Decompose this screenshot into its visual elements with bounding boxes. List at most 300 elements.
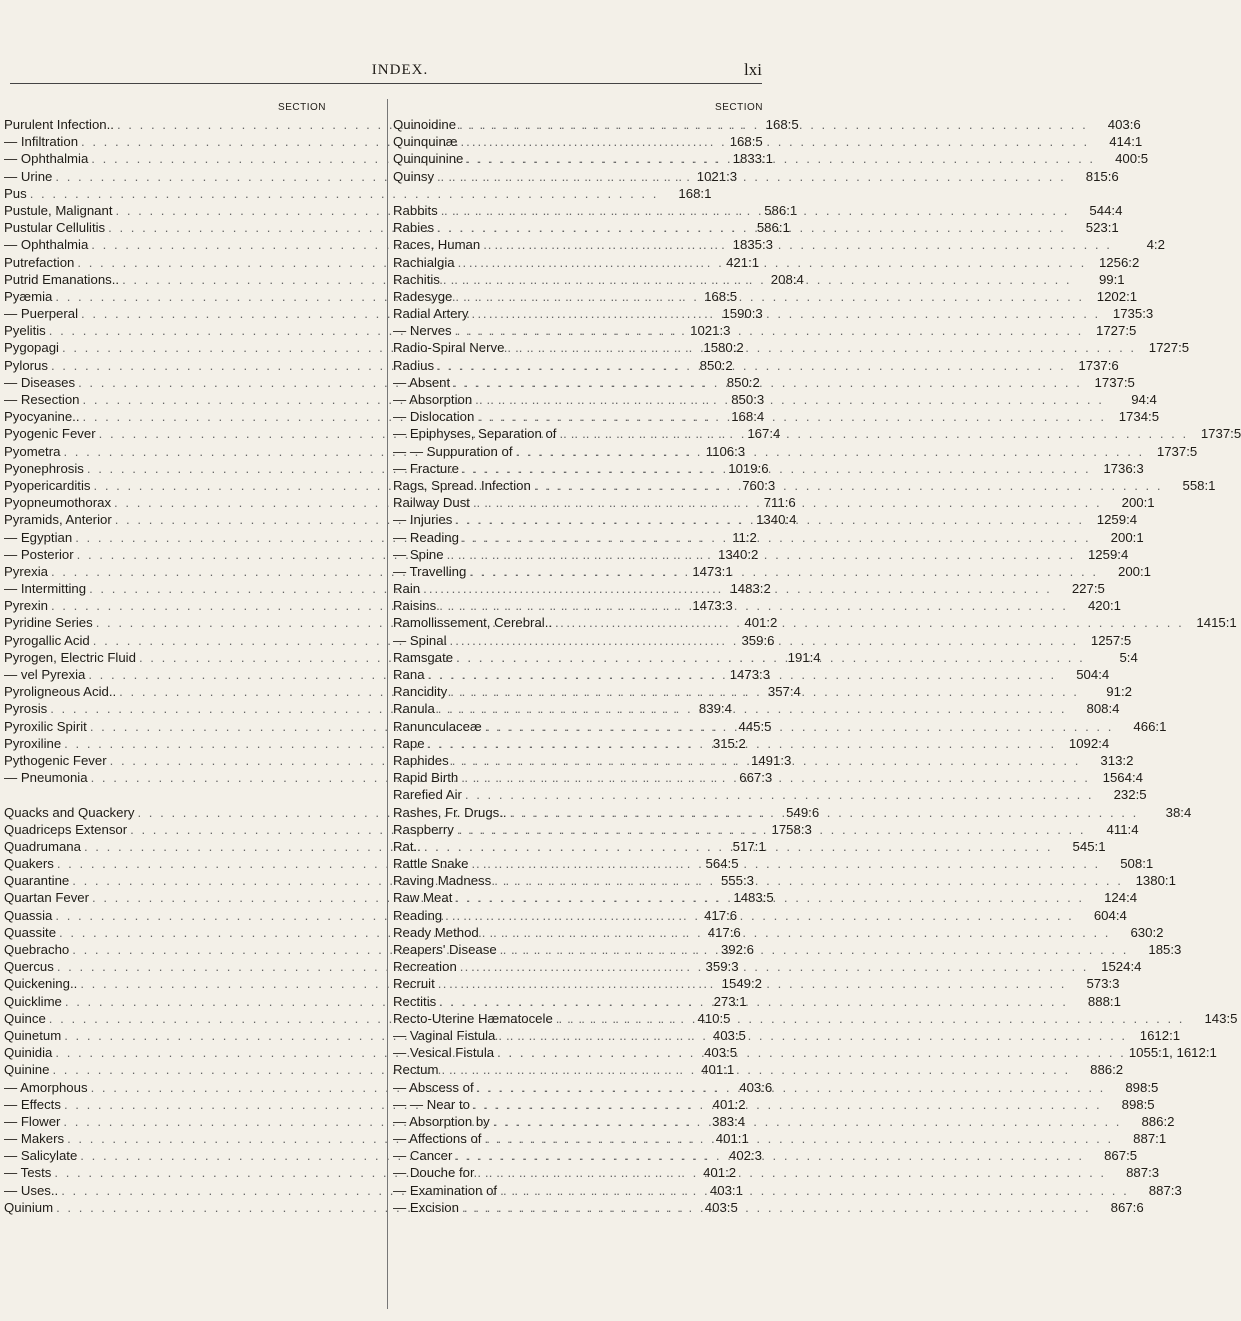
index-entry	[393, 391, 1157, 408]
index-term: Pyrosis	[4, 701, 48, 717]
section-reference: 410:5	[697, 1010, 731, 1026]
index-term: Pustule, Malignant	[4, 202, 113, 218]
index-term: Reading	[393, 907, 443, 923]
leader-dots	[459, 1199, 1094, 1216]
section-reference: 711:6	[763, 495, 796, 511]
leader-dots	[552, 614, 1187, 631]
index-term: Quadrumana	[4, 838, 81, 854]
leader-dots	[495, 1027, 1130, 1044]
leader-dots	[456, 116, 1091, 133]
index-term: — Makers	[4, 1131, 65, 1147]
index-term: — Nerves	[393, 323, 452, 339]
index-term: — Intermitting	[4, 581, 87, 597]
section-reference: 544:4	[1089, 202, 1123, 218]
index-term: Raphides	[393, 752, 449, 768]
index-term: — Vaginal Fistula	[393, 1027, 496, 1043]
section-reference: 1473:3	[729, 667, 771, 682]
index-term: Pyrogen, Electric Fluid	[4, 649, 136, 665]
index-entry	[393, 374, 1135, 391]
index-term: Quacks and Quackery	[4, 804, 135, 820]
index-term: — Vesical Fistula	[393, 1045, 495, 1061]
index-entry	[393, 322, 1137, 339]
index-term: — vel Pyrexia	[4, 667, 86, 682]
index-term: Radius	[393, 357, 435, 373]
index-term: Purulent Infection..	[4, 117, 114, 132]
section-reference: 850:2	[699, 357, 733, 373]
section-reference: 168:5	[765, 117, 799, 132]
index-entry	[393, 614, 1237, 631]
index-term: Pyogenic Fever	[4, 426, 96, 442]
index-term: — Spine	[393, 546, 444, 562]
index-entry	[393, 1079, 1159, 1096]
leader-dots	[452, 889, 1087, 906]
index-entry	[393, 339, 1190, 356]
section-reference: 1737:6	[1078, 357, 1119, 373]
section-reference: 886:2	[1090, 1062, 1124, 1078]
leader-dots	[452, 322, 1087, 339]
leader-dots	[457, 958, 1092, 975]
index-entry	[393, 133, 1143, 150]
index-term: — Reading	[393, 529, 459, 545]
index-term: Rashes, Fr. Drugs..	[393, 804, 507, 820]
section-reference: 808:4	[1086, 701, 1120, 717]
index-term: Pyroxiline	[4, 735, 62, 751]
section-reference: 273:1	[713, 993, 747, 1009]
section-reference: 1257:5	[1090, 632, 1132, 648]
section-reference: 1256:2	[1098, 254, 1140, 270]
section-reference: 38:4	[1165, 804, 1192, 820]
leader-dots	[470, 1096, 1105, 1113]
leader-dots	[438, 202, 1073, 219]
section-reference: 630:2	[1130, 924, 1164, 940]
index-entry	[393, 597, 1121, 614]
index-term: Raisins	[393, 598, 437, 614]
section-column-heading: SECTION	[715, 102, 763, 113]
section-reference: 1737:5	[1156, 443, 1198, 459]
leader-dots	[458, 769, 1093, 786]
leader-dots	[462, 786, 1097, 803]
index-entry	[393, 993, 1121, 1010]
index-entry	[393, 632, 1132, 649]
entry-gap	[393, 185, 769, 202]
section-reference: 573:3	[1086, 976, 1120, 992]
section-reference: 1380:1	[1135, 873, 1176, 889]
index-term: — Posterior	[4, 546, 74, 562]
leader-dots	[453, 649, 1088, 666]
section-reference: 898:5	[1121, 1096, 1155, 1112]
leader-dots	[458, 133, 1093, 150]
index-term: Recreation	[393, 959, 457, 975]
index-term: Pyroxilic Spirit	[4, 718, 87, 734]
leader-dots	[444, 546, 1079, 563]
section-reference: 208:4	[770, 271, 804, 287]
index-entry	[393, 408, 1160, 425]
index-term: Pyopneumothorax	[4, 495, 112, 511]
section-reference: 94:4	[1131, 392, 1157, 407]
leader-dots	[491, 872, 1126, 889]
index-term: Reapers' Disease	[393, 942, 497, 957]
section-reference: 886:2	[1141, 1113, 1175, 1129]
section-reference: 403:6	[1107, 117, 1141, 132]
index-term: — Absorption by	[393, 1113, 490, 1129]
section-reference: 1524:4	[1101, 959, 1142, 975]
section-reference: 401:2	[744, 615, 778, 631]
leader-dots	[442, 907, 1077, 924]
section-reference: 191:4	[787, 649, 821, 665]
index-term: — Uses..	[4, 1182, 59, 1198]
section-reference: 143:5	[1204, 1010, 1238, 1026]
index-term: — Douche for	[393, 1165, 475, 1181]
section-reference: 1055:1, 1612:1	[1128, 1045, 1217, 1061]
index-term: Quarantine	[4, 873, 70, 889]
section-reference: 403:6	[739, 1079, 773, 1095]
leader-dots	[455, 254, 1090, 271]
leader-dots	[497, 1182, 1132, 1199]
index-term: Rarefied Air	[393, 787, 462, 803]
section-reference: 168:5	[729, 134, 763, 150]
section-reference: 1106:3	[705, 443, 746, 459]
entry-gap	[4, 786, 384, 803]
section-reference: 417:6	[704, 907, 738, 923]
section-reference: 549:6	[786, 804, 820, 820]
index-entry	[393, 529, 1144, 546]
section-reference: 401:2	[712, 1096, 746, 1112]
index-term: Pyonephrosis	[4, 460, 84, 476]
index-term: Rags, Spread. Infection	[393, 477, 531, 493]
index-term: Ramsgate	[393, 649, 454, 665]
section-reference: 1340:2	[717, 546, 759, 562]
leader-dots	[513, 443, 1148, 460]
index-term: Ramollissement, Cerebral..	[393, 615, 553, 631]
index-term: — Epiphyses, Separation of	[393, 426, 557, 442]
index-term: Rapid Birth	[393, 770, 459, 786]
section-reference: 91:2	[1106, 684, 1132, 700]
leader-dots	[472, 391, 1107, 408]
index-entry	[393, 838, 1106, 855]
leader-dots	[553, 1010, 1188, 1027]
leader-dots	[452, 511, 1087, 528]
section-reference: 168:4	[731, 409, 765, 425]
index-term: — Diseases	[4, 374, 76, 390]
index-term: — Absent	[393, 374, 451, 390]
leader-dots	[434, 219, 1069, 236]
leader-dots	[494, 1044, 1129, 1061]
section-reference: 1612:1	[1139, 1027, 1181, 1043]
index-entry	[393, 1010, 1238, 1027]
index-entry	[393, 889, 1138, 906]
section-reference: 1259:4	[1096, 512, 1138, 528]
index-term: Quercus	[4, 959, 54, 975]
section-reference: 1202:1	[1096, 288, 1138, 304]
section-reference: 1549:2	[721, 976, 763, 992]
leader-dots	[556, 425, 1191, 442]
index-term: — Effects	[4, 1096, 61, 1112]
index-term: Pyroligneous Acid..	[4, 684, 117, 700]
index-term: Quinine	[4, 1062, 50, 1078]
index-term: — Excision	[393, 1199, 459, 1215]
section-reference: 545:1	[1072, 838, 1106, 854]
index-entry	[393, 168, 1119, 185]
index-term: — Tests	[4, 1165, 52, 1181]
index-term: Putrid Emanations..	[4, 271, 120, 287]
index-entry	[393, 855, 1154, 872]
index-term: — Pneumonia	[4, 770, 88, 786]
index-entry	[393, 288, 1138, 305]
index-term: Rachitis	[393, 271, 440, 287]
running-head-title: INDEX.	[371, 62, 429, 78]
leader-dots	[463, 150, 1098, 167]
leader-dots	[459, 529, 1094, 546]
section-reference: 887:3	[1126, 1165, 1160, 1181]
leader-dots	[490, 1113, 1125, 1130]
section-reference: 1259:4	[1087, 546, 1129, 562]
index-term: Rabies	[393, 220, 435, 236]
index-term: — — Suppuration of	[393, 443, 513, 459]
section-reference: 403:5	[704, 1199, 738, 1215]
section-reference: 402:3	[728, 1148, 762, 1164]
index-term: Pyramids, Anterior	[4, 512, 112, 528]
index-term: Pyrogallic Acid	[4, 632, 90, 648]
leader-dots	[469, 855, 1104, 872]
index-term: — Resection	[4, 392, 80, 407]
index-entry	[393, 941, 1182, 958]
index-entry	[393, 1130, 1167, 1147]
section-reference: 1734:5	[1118, 409, 1160, 425]
index-term: Rachialgia	[393, 254, 455, 270]
index-term: Quinoidine	[393, 117, 457, 132]
section-reference: 401:1	[715, 1131, 749, 1147]
index-term: Radial Artery	[393, 306, 469, 322]
index-term: Pyelitis	[4, 323, 46, 339]
index-term: — Fracture	[393, 460, 459, 476]
leader-dots	[474, 1164, 1109, 1181]
section-reference: 403:5	[704, 1045, 738, 1061]
index-entry	[393, 236, 1165, 253]
section-reference: 888:1	[1087, 993, 1121, 1009]
leader-dots	[435, 700, 1070, 717]
index-term: Quebracho	[4, 942, 70, 957]
index-term: Quinquinæ	[393, 134, 458, 150]
leader-dots	[435, 975, 1070, 992]
index-entry	[393, 769, 1143, 786]
index-term: — Absorption	[393, 392, 473, 407]
section-reference: 357:4	[767, 684, 801, 700]
index-term: — Ophthalmia	[4, 151, 89, 167]
section-reference: 558:1	[1182, 477, 1216, 493]
section-reference: 392:6	[720, 942, 754, 957]
section-reference: 411:4	[1106, 821, 1139, 837]
section-reference: 1483:5	[733, 890, 774, 906]
section-reference: 420:1	[1087, 598, 1121, 614]
index-term: Pyocyanine..	[4, 409, 80, 425]
index-term: Quinquinine	[393, 151, 464, 167]
section-reference: 200:1	[1117, 563, 1151, 579]
index-term: Raspberry	[393, 821, 454, 837]
leader-dots	[474, 1079, 1109, 1096]
section-reference: 11:2	[732, 529, 757, 545]
leader-dots	[504, 339, 1139, 356]
leader-dots	[438, 1061, 1073, 1078]
index-term: — Amorphous	[4, 1079, 88, 1095]
section-reference: 168:1	[678, 185, 712, 201]
index-term: Radesyge	[393, 288, 453, 304]
section-reference: 1092:4	[1068, 735, 1110, 751]
index-entry	[393, 1096, 1155, 1113]
leader-dots	[425, 666, 1060, 683]
index-term: Quinium	[4, 1199, 54, 1215]
section-reference: 124:4	[1104, 890, 1138, 906]
index-term: Quadriceps Extensor	[4, 821, 128, 837]
section-reference: 1473:3	[692, 598, 733, 614]
index-entry	[393, 1182, 1182, 1199]
index-entry	[393, 1164, 1160, 1181]
section-reference: 850:3	[731, 392, 765, 407]
index-term: Quinetum	[4, 1027, 62, 1043]
section-reference: 1415:1	[1196, 615, 1237, 631]
section-reference: 604:4	[1093, 907, 1127, 923]
section-reference: 887:3	[1148, 1182, 1182, 1198]
index-term: Rectitis	[393, 993, 437, 1009]
index-entry	[393, 1027, 1181, 1044]
index-entry	[393, 907, 1127, 924]
index-entry	[4, 185, 712, 202]
index-term: Quassia	[4, 907, 53, 923]
index-entry	[393, 580, 1105, 597]
index-term: Pyrexin	[4, 598, 48, 614]
section-reference: 1483:2	[730, 581, 771, 597]
index-term: Quicklime	[4, 993, 62, 1009]
index-term: Ready Method	[393, 924, 479, 940]
index-term: — Affections of	[393, 1131, 482, 1147]
section-reference: 445:5	[738, 718, 772, 734]
leader-dots	[434, 357, 1069, 374]
section-reference: 359:6	[741, 632, 775, 648]
section-reference: 403:1	[709, 1182, 743, 1198]
index-term: Pyridine Series	[4, 615, 93, 631]
index-entry	[393, 357, 1119, 374]
leader-dots	[447, 632, 1082, 649]
leader-dots	[454, 821, 1089, 838]
index-term: Rabbits	[393, 202, 438, 218]
index-term: Recto-Uterine Hæmatocele	[393, 1010, 553, 1026]
leader-dots	[466, 563, 1101, 580]
section-reference: 760:3	[742, 477, 776, 493]
section-column-heading: SECTION	[278, 102, 326, 113]
index-term: Races, Human	[393, 237, 481, 253]
leader-dots	[447, 683, 1082, 700]
section-reference: 227:5	[1071, 581, 1105, 597]
leader-dots	[474, 408, 1109, 425]
section-reference: 1737:5	[1094, 374, 1135, 390]
index-term: Pyopericarditis	[4, 477, 91, 493]
section-reference: 168:5	[704, 288, 738, 304]
index-term: Ranula	[393, 701, 435, 717]
index-entry	[393, 924, 1164, 941]
index-entry	[393, 1199, 1144, 1216]
page-number: lxi	[744, 60, 762, 79]
section-reference: 564:5	[705, 856, 739, 872]
leader-dots	[436, 993, 1071, 1010]
section-reference: 1019:6	[728, 460, 769, 476]
section-reference: 1727:5	[1095, 323, 1137, 339]
column-divider	[387, 99, 388, 1309]
section-reference: 508:1	[1120, 856, 1154, 872]
index-term: Radio-Spiral Nerve	[393, 340, 505, 356]
index-term: Recruit	[393, 976, 435, 992]
index-entry	[393, 1147, 1138, 1164]
section-reference: 1737:5	[1200, 426, 1241, 442]
section-reference: 315:2	[712, 735, 746, 751]
leader-dots	[450, 374, 1085, 391]
index-term: Quassite	[4, 924, 57, 940]
index-term: Pyæmia	[4, 288, 53, 304]
index-term: Pythogenic Fever	[4, 752, 107, 768]
section-reference: 815:6	[1085, 168, 1119, 184]
index-term: — Cancer	[393, 1148, 453, 1164]
section-reference: 850:2	[726, 374, 760, 390]
section-reference: 1580:2	[703, 340, 744, 356]
section-reference: 1564:4	[1102, 770, 1143, 786]
index-entry	[393, 666, 1110, 683]
index-entry	[393, 563, 1151, 580]
index-term: Pylorus	[4, 357, 48, 373]
index-term: — Puerperal	[4, 306, 79, 322]
index-entry	[393, 425, 1241, 442]
leader-dots	[436, 597, 1071, 614]
section-reference: 867:6	[1110, 1199, 1144, 1215]
index-term: Putrefaction	[4, 254, 75, 270]
index-entry	[393, 254, 1140, 271]
section-reference: 517:1	[732, 838, 766, 854]
section-reference: 555:3	[720, 873, 754, 889]
index-term: — — Near to	[393, 1096, 470, 1112]
section-reference: 466:1	[1133, 718, 1167, 734]
index-entry	[393, 975, 1120, 992]
index-term: — Salicylate	[4, 1148, 78, 1164]
index-entry	[393, 150, 1149, 167]
index-term: Quartan Fever	[4, 890, 90, 906]
section-reference: 421:1	[726, 254, 760, 270]
index-entry	[393, 700, 1120, 717]
index-term: — Ophthalmia	[4, 237, 89, 253]
section-reference: 401:1	[701, 1062, 735, 1078]
leader-dots	[440, 271, 1075, 288]
index-term: — Injuries	[393, 512, 453, 528]
section-reference: 898:5	[1125, 1079, 1159, 1095]
section-reference: 1473:1	[692, 563, 733, 579]
index-term: Raw Meat	[393, 890, 453, 906]
index-entry	[393, 477, 1216, 494]
section-reference: 1835:3	[732, 237, 773, 253]
leader-dots	[481, 1130, 1116, 1147]
index-term: — Examination of	[393, 1182, 498, 1198]
index-term: Pustular Cellulitis	[4, 220, 106, 236]
section-reference: 1590:3	[722, 306, 763, 322]
index-term: — Egyptian	[4, 529, 73, 545]
index-entry	[393, 718, 1167, 735]
index-term: Quakers	[4, 856, 54, 872]
leader-dots	[425, 735, 1060, 752]
section-reference: 200:1	[1110, 529, 1144, 545]
section-reference: 1758:3	[771, 821, 812, 837]
index-term: Quinsy	[393, 168, 435, 184]
section-reference: 1735:3	[1112, 306, 1154, 322]
section-reference: 4:2	[1146, 237, 1165, 253]
index-term: — Abscess of	[393, 1079, 474, 1095]
header-rule	[10, 83, 762, 84]
index-term: Pyometra	[4, 443, 61, 459]
index-entry	[393, 786, 1147, 803]
